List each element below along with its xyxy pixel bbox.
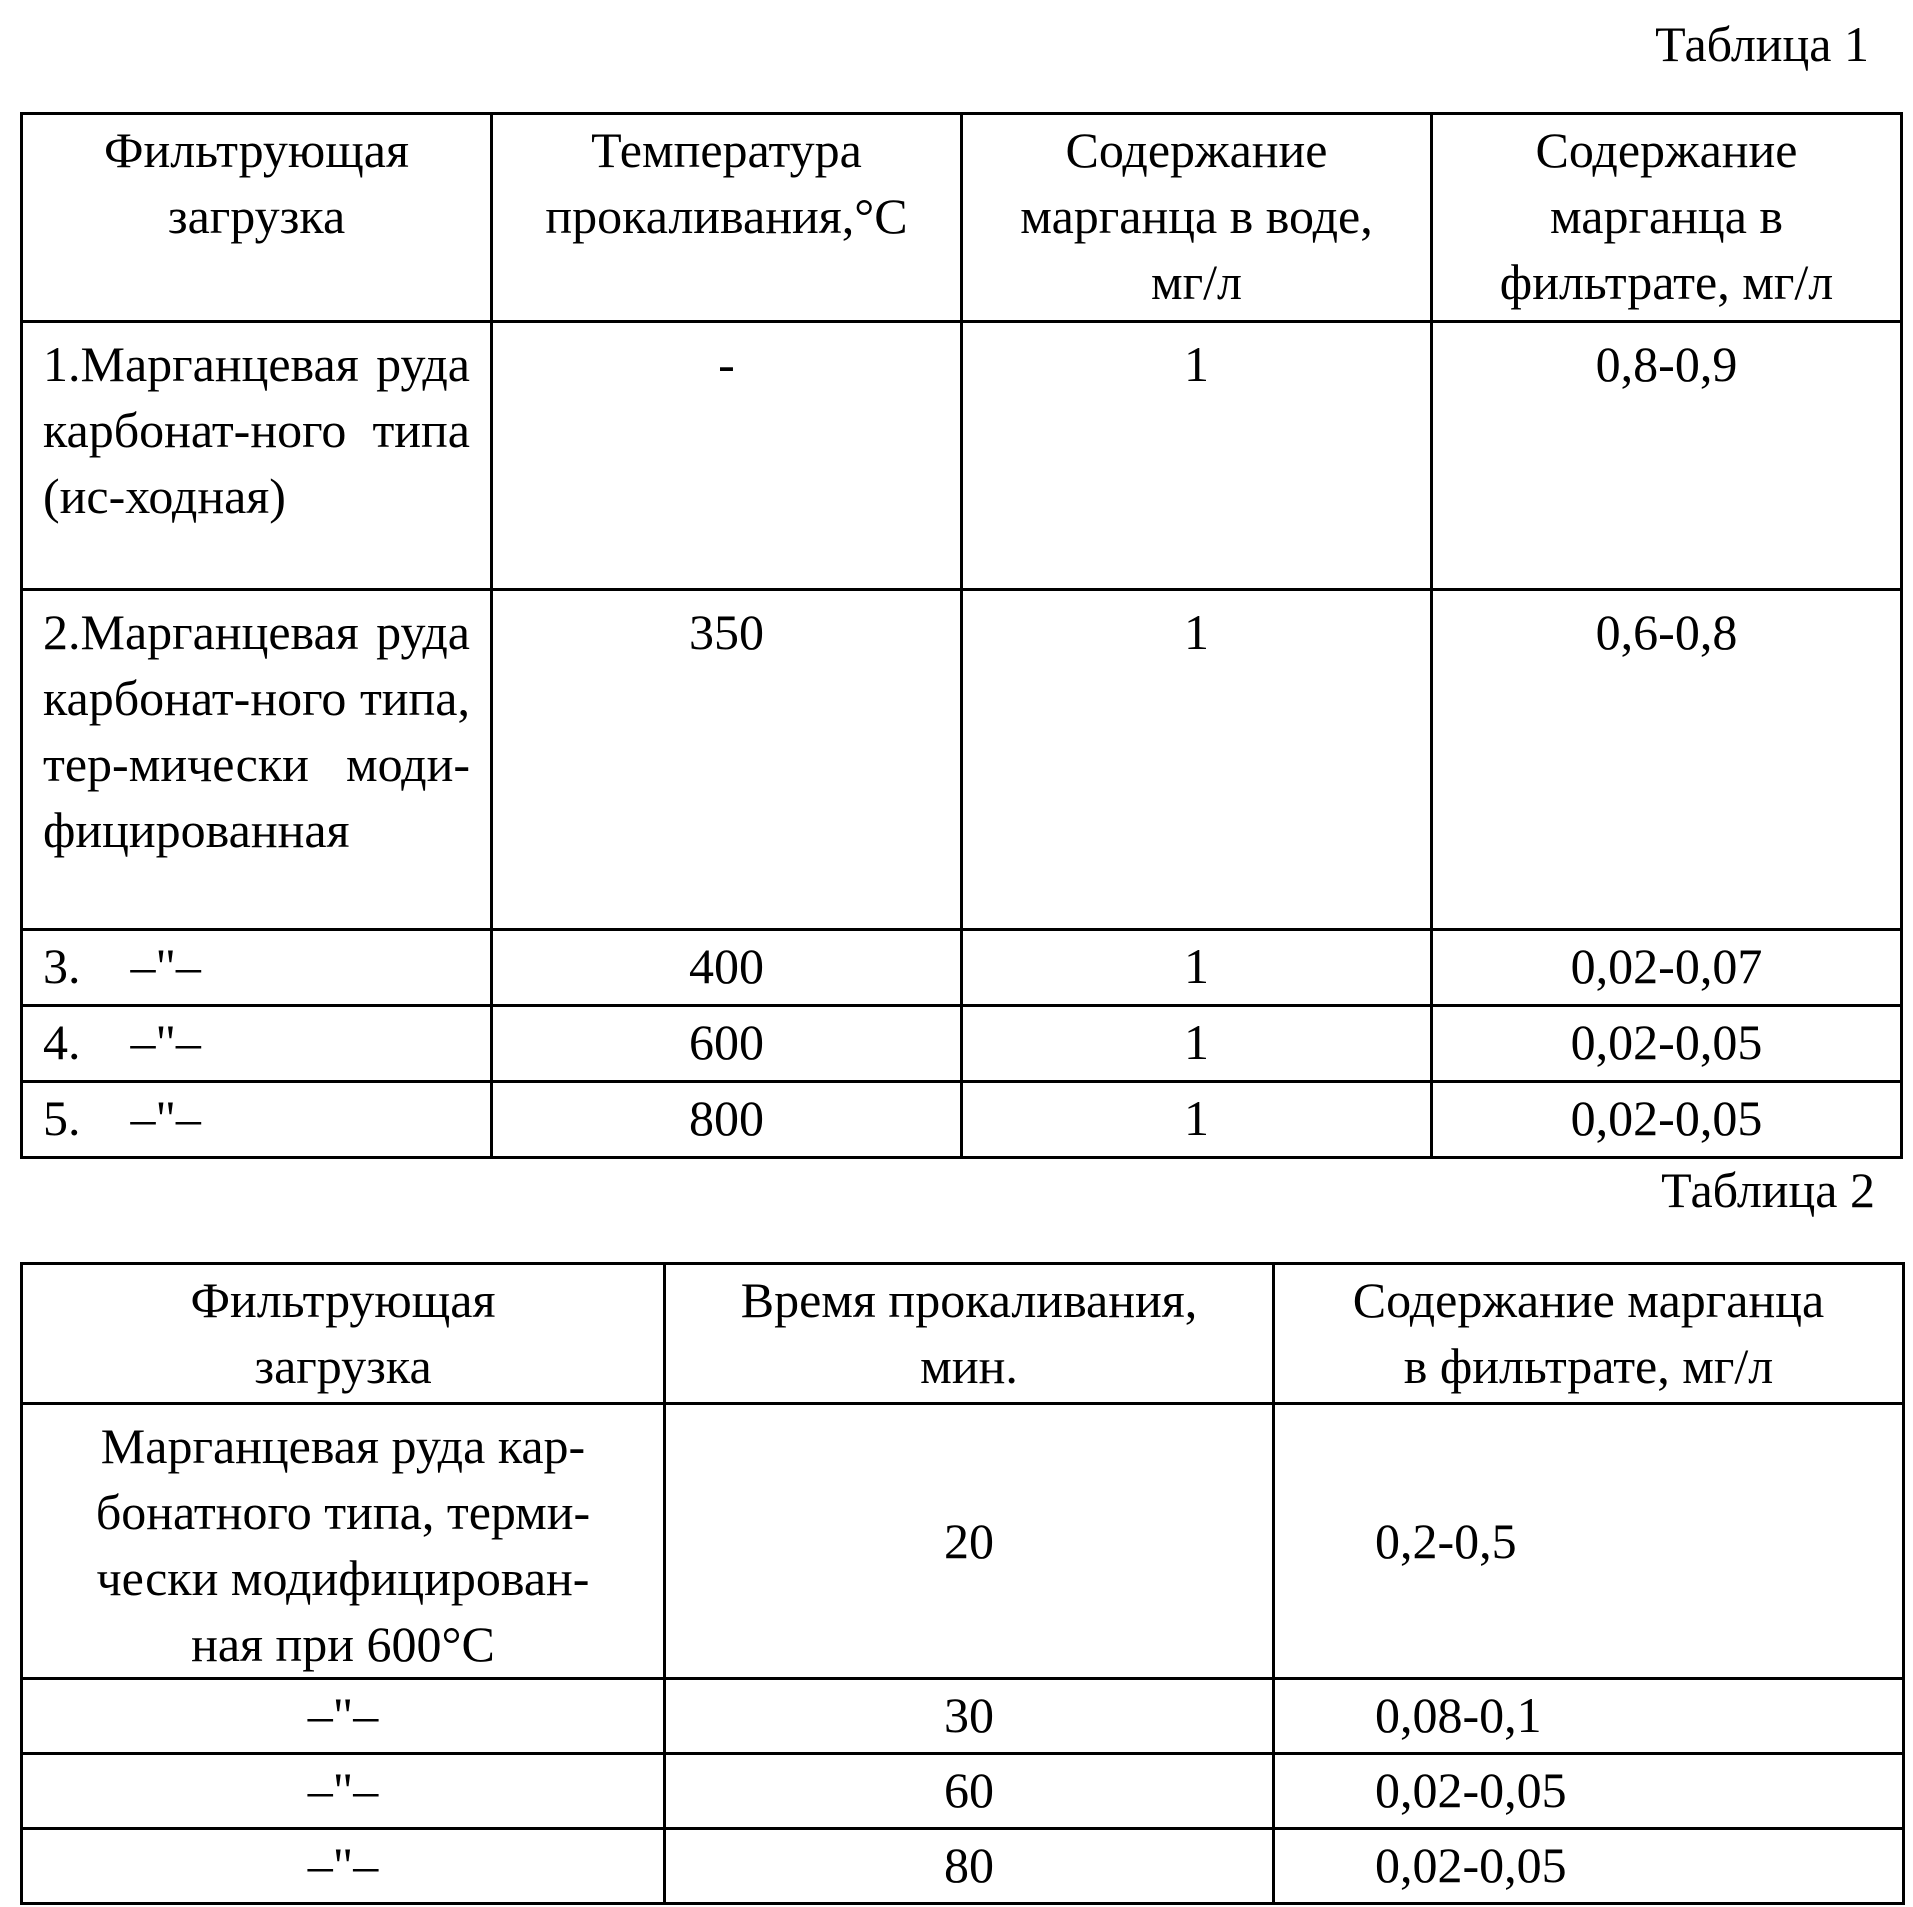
table1-cell-temp: 400 [492,930,962,1006]
table2-cell-filter-line1: Марганцевая руда кар- [100,1418,586,1474]
table2-header-filter-line1: Фильтрующая [190,1272,496,1328]
table-row [22,1754,1904,1829]
table1-cell-temp: - [492,322,962,590]
table2-cell-time: 60 [665,1754,1274,1829]
table-row [22,1829,1904,1904]
table1-header-mn-filtrate-line1: Содержание [1535,122,1798,178]
table2-cell-mn: 0,02-0,05 [1274,1754,1904,1829]
table2-cell-filter-line2: бонатного типа, терми- [95,1484,591,1540]
table2-cell-mn: 0,2-0,5 [1274,1404,1904,1679]
table1-header-filter [22,114,492,322]
table2-header-time [665,1264,1274,1404]
table1-cell-filter: 3. –"– [22,930,492,1006]
table2-cell-filter: –"– [22,1754,665,1829]
table1-header-filter-line1: Фильтрующая [104,122,409,178]
table-row [22,590,1902,930]
table2-cell-mn: 0,08-0,1 [1274,1679,1904,1754]
table1-header-mn-water-line2: марганца в воде, [1020,188,1373,244]
table-row [22,1404,1904,1679]
table2-cell-time: 80 [665,1829,1274,1904]
table1-header-mn-water-line3: мг/л [1151,254,1242,310]
table1-cell-filter: 2.Марганцевая руда карбонат-ного типа, тер-мически моди-фицированная [22,590,492,930]
table2-header-mn-line1: Содержание марганца [1352,1272,1825,1328]
table1-header-row [22,114,1902,322]
table1-header-temp [492,114,962,322]
table2-header-mn [1274,1264,1904,1404]
table2-header-time-line1: Время прокаливания, [740,1272,1198,1328]
table2-caption: Таблица 2 [1661,1162,1875,1218]
table2-header-mn-line2: в фильтрате, мг/л [1403,1338,1774,1394]
table1-cell-mn-water: 1 [962,1082,1432,1158]
table1-cell-mn-water: 1 [962,930,1432,1006]
table1-caption: Таблица 1 [1655,16,1869,72]
table2-cell-filter [22,1404,665,1679]
table-row [22,1082,1902,1158]
table2-cell-time: 20 [665,1404,1274,1679]
table1-header-temp-line2: прокаливания,°С [545,188,908,244]
table2-cell-filter-line4: ная при 600°С [191,1616,495,1672]
table1-header-mn-filtrate-line2: марганца в [1549,188,1783,244]
table2-cell-filter-line3: чески модифицирован- [96,1550,590,1606]
table1-cell-mn-water: 1 [962,1006,1432,1082]
table1-header-mn-filtrate [1432,114,1902,322]
table1-cell-filter: 4. –"– [22,1006,492,1082]
table-row [22,930,1902,1006]
table1-cell-temp: 800 [492,1082,962,1158]
table2-cell-filter: –"– [22,1679,665,1754]
table1-cell-mn-filtrate: 0,02-0,05 [1432,1006,1902,1082]
table1-cell-mn-water: 1 [962,590,1432,930]
table2-cell-filter: –"– [22,1829,665,1904]
table-row [22,1006,1902,1082]
table2-cell-mn: 0,02-0,05 [1274,1829,1904,1904]
table1-cell-mn-filtrate: 0,6-0,8 [1432,590,1902,930]
table1-header-mn-water-line1: Содержание [1065,122,1328,178]
table1-cell-filter: 5. –"– [22,1082,492,1158]
table1-cell-mn-filtrate: 0,02-0,05 [1432,1082,1902,1158]
table-row [22,322,1902,590]
table1-header-filter-line2: загрузка [167,188,346,244]
table1-header-mn-water [962,114,1432,322]
table1-cell-filter: 1.Марганцевая руда карбонат-ного типа (ис-ходная) [22,322,492,590]
table1-cell-mn-filtrate: 0,02-0,07 [1432,930,1902,1006]
table1-cell-mn-water: 1 [962,322,1432,590]
table2-cell-time: 30 [665,1679,1274,1754]
table1-header-temp-line1: Температура [591,122,862,178]
table2-header-filter [22,1264,665,1404]
table1-cell-temp: 350 [492,590,962,930]
table2 [20,1262,1905,1905]
table1-header-mn-filtrate-line3: фильтрате, мг/л [1499,254,1834,310]
table2-header-row [22,1264,1904,1404]
table2-header-time-line2: мин. [920,1338,1018,1394]
table1-cell-mn-filtrate: 0,8-0,9 [1432,322,1902,590]
table1-cell-temp: 600 [492,1006,962,1082]
table-row [22,1679,1904,1754]
table1 [20,112,1903,1159]
table2-header-filter-line2: загрузка [254,1338,432,1394]
